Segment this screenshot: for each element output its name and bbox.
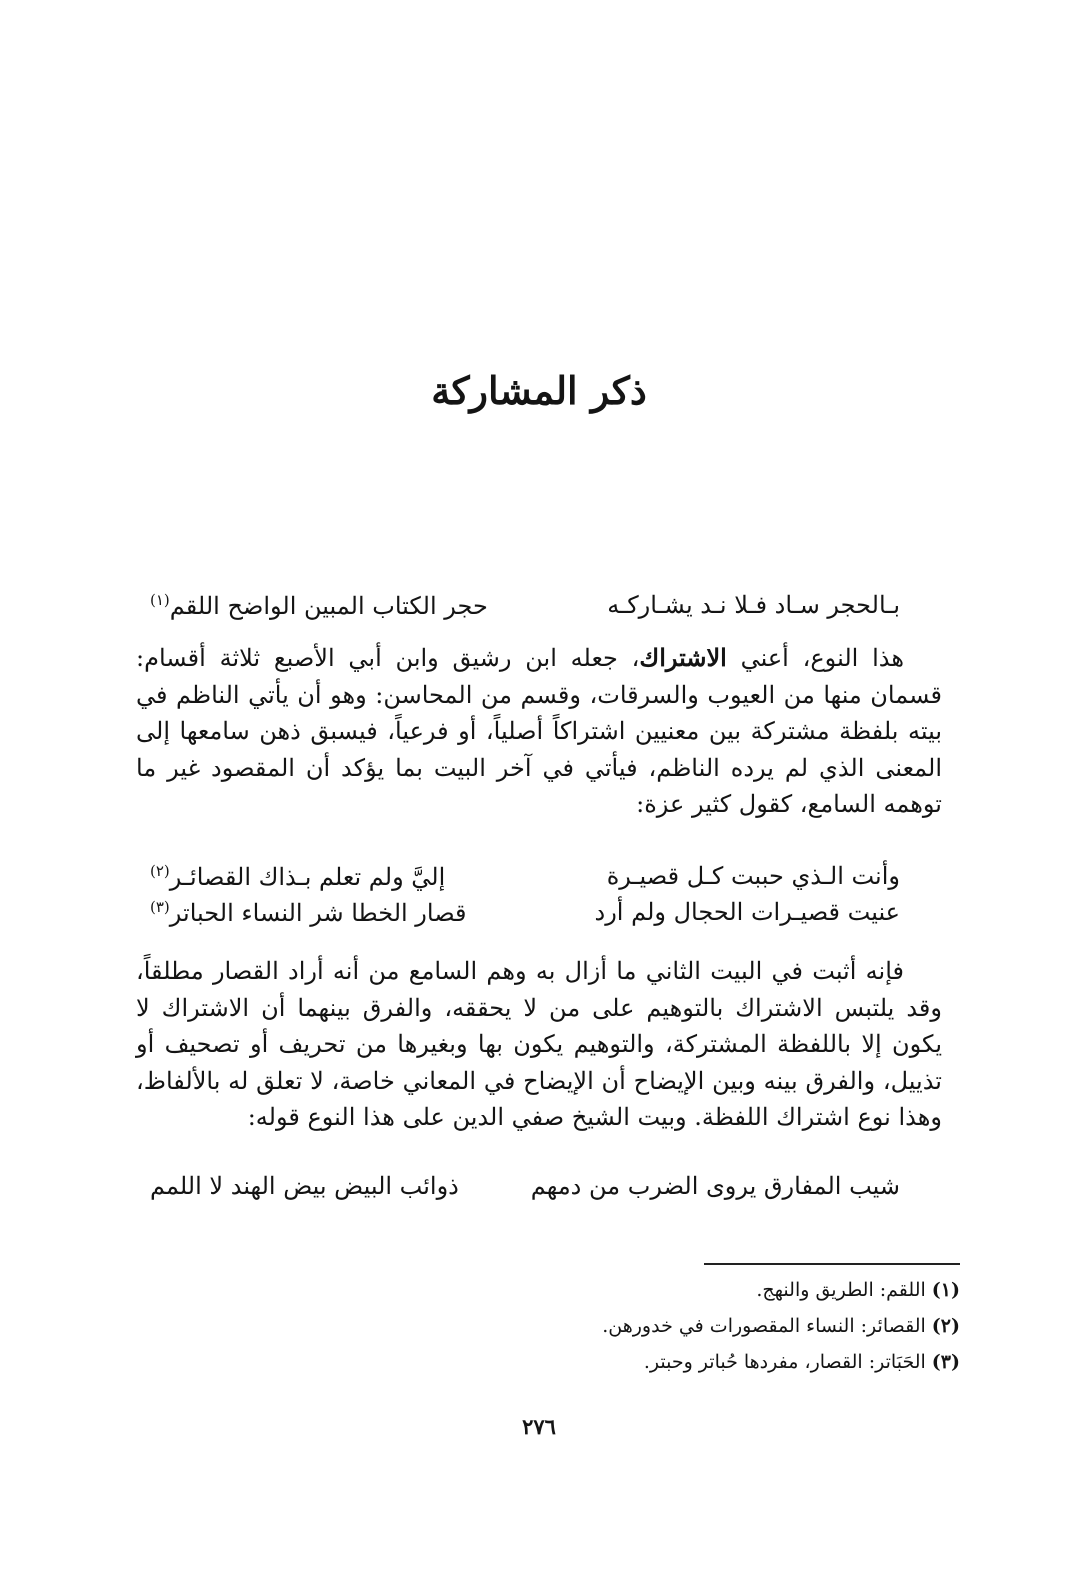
footnote-divider xyxy=(704,1263,960,1265)
verse-kuthayyir-2 xyxy=(150,898,900,934)
verse-kuthayyir-1 xyxy=(150,862,900,898)
highlighted-term: الاشتراك xyxy=(639,643,727,672)
paragraph-explanation: فإنه أثبت في البيت الثاني ما أزال به وهم السامع من أنه أراد القصار مطلقاً، وقد يلتبس الاشتراك بالتوهيم على من لا يحققه، والفرق بينهما أن الاشتراك لا يكون إلا باللفظة المشتركة، والتوهيم يكون بها وبغيرها من تحريف أو تصحيف أو تذييل، والفرق بينه وبين الإيضاح أن الإيضاح في المعاني خاصة، لا تعلق له بالألفاظ، وهذا نوع اشتراك اللفظة. وبيت الشيخ صفي الدين على هذا النوع قوله: xyxy=(136,957,942,1131)
verse-safi-al-din xyxy=(150,1172,900,1208)
chapter-title: ذكر المشاركة xyxy=(431,368,647,413)
footnote-ref: (١) xyxy=(150,591,170,609)
footnote-item: (٣)الحَبَاتر: القصار، مفردها حُباتر وحبتر. xyxy=(643,1351,960,1373)
footnote-item: (١)اللقم: الطريق والنهج. xyxy=(756,1279,960,1301)
verse-second-hemistich: إليَّ ولم تعلم بـذاك القصائـر$^{(٢)}$ xyxy=(150,862,446,891)
verse-opening xyxy=(150,591,900,627)
paragraph-definition: هذا النوع، أعني الاشتراك، جعله ابن رشيق وابن أبي الأصبع ثلاثة أقسام: قسمان منها من العيوب والسرقات، وقسم من المحاسن: وهو أن يأتي الناظم في بيته بلفظة مشتركة بين معنيين اشتراكاً أصلياً، أو فرعياً، فيسبق ذهن سامعها إلى المعنى الذي لم يرده الناظم، فيأتي في آخر البيت بما يؤكد أن المقصود غير ما توهمه السامع، كقول كثير عزة: xyxy=(136,643,942,818)
footnotes xyxy=(136,1272,960,1380)
footnote-item: (٢)القصائر: النساء المقصورات في خدورهن. xyxy=(602,1315,960,1337)
footnote-ref: (٢) xyxy=(150,862,170,880)
verse-second-hemistich: ذوائب البيض بيض الهند لا اللمم xyxy=(150,1172,459,1200)
page-number: ٢٧٦ xyxy=(522,1414,556,1439)
verse-first-hemistich: شيب المفارق يروى الضرب من دمهم xyxy=(530,1172,900,1200)
verse-first-hemistich: وأنت الـذي حببت كـل قصيـرة xyxy=(606,862,900,890)
verse-second-hemistich: قصار الخطا شر النساء الحباتر$^{(٣)}$ xyxy=(150,898,467,927)
verse-first-hemistich: بـالحجر سـاد فـلا نـد يشـاركـه xyxy=(607,591,900,619)
verse-first-hemistich: عنيت قصيـرات الحجال ولم أرد xyxy=(594,898,900,926)
verse-second-hemistich: حجر الكتاب المبين الواضح اللقم$^{(١)}$ xyxy=(150,591,488,620)
footnote-ref: (٣) xyxy=(150,898,170,916)
